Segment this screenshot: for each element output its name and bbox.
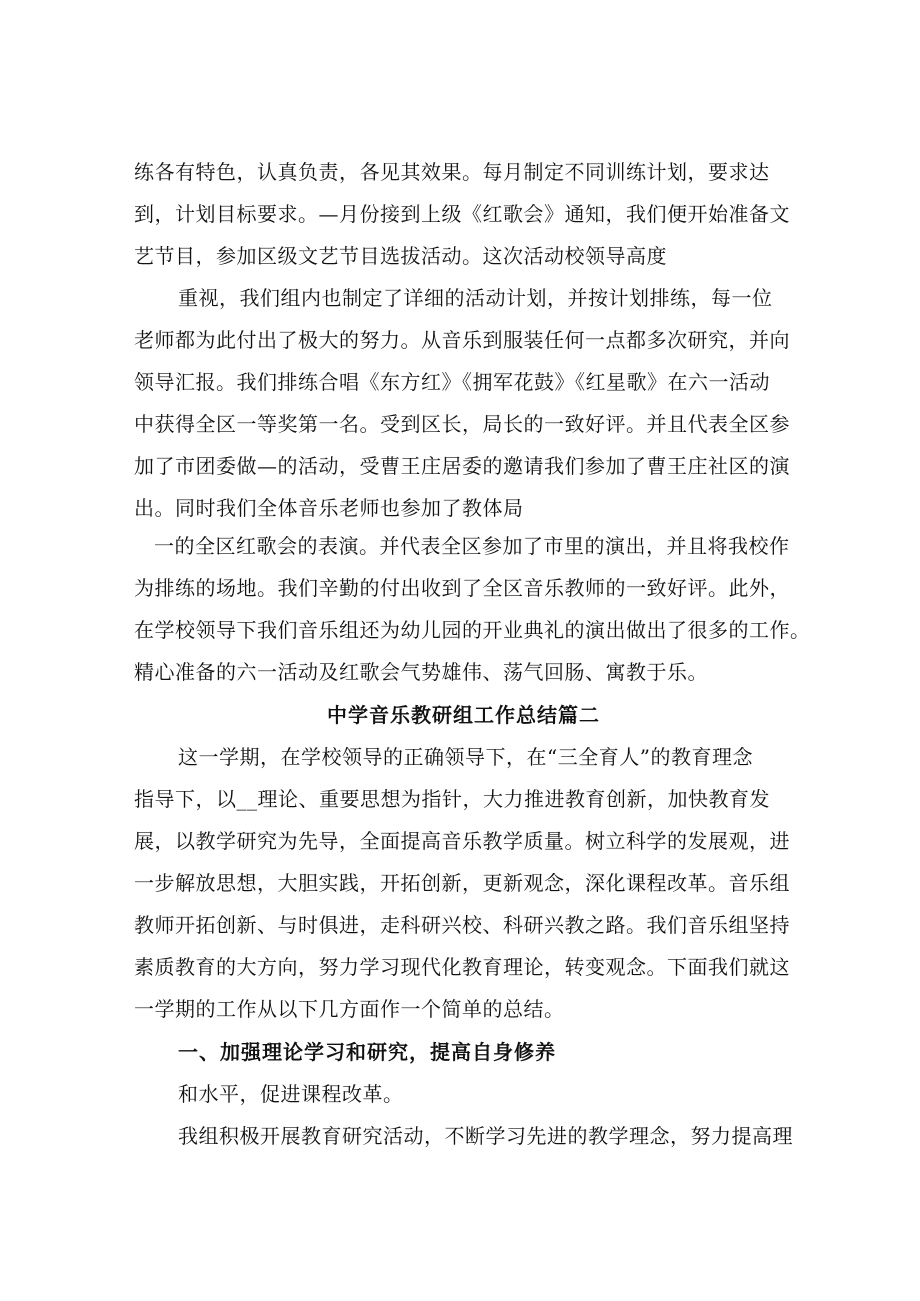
text-line: 出。同时我们全体音乐老师也参加了教体局 xyxy=(134,496,524,520)
section-title: 中学音乐教研组工作总结篇二 xyxy=(327,703,600,727)
text-line: 展，以教学研究为先导，全面提高音乐教学质量。树立科学的发展观，进 xyxy=(134,829,790,853)
text-line: 这一学期，在学校领导的正确领导下，在“三全育人”的教育理念 xyxy=(178,745,753,769)
text-line: 老师都为此付出了极大的努力。从音乐到服装任何一点都多次研究，并向 xyxy=(134,328,790,352)
subheading: 一、加强理论学习和研究，提高自身修养 xyxy=(178,1040,556,1064)
text-line: 领导汇报。我们排练合唱《东方红》《拥军花鼓》《红星歌》在六一活动 xyxy=(134,370,770,394)
text-line: 指导下，以__理论、重要思想为指针，大力推进教育创新，加快教育发 xyxy=(134,787,770,811)
text-line: 和水平，促进课程改革。 xyxy=(178,1082,404,1106)
text-line: 为排练的场地。我们辛勤的付出收到了全区音乐教师的一致好评。此外， xyxy=(134,576,790,600)
text-line: 加了市团委做—的活动，受曹王庄居委的邀请我们参加了曹王庄社区的演 xyxy=(134,454,790,478)
text-line: 一学期的工作从以下几方面作一个简单的总结。 xyxy=(134,997,565,1021)
text-line: 精心准备的六一活动及红歌会气势雄伟、荡气回肠、寓教于乐。 xyxy=(134,660,708,684)
text-line: 艺节目，参加区级文艺节目选拔活动。这次活动校领导高度 xyxy=(134,244,667,268)
text-line: 教师开拓创新、与时俱进，走科研兴校、科研兴教之路。我们音乐组坚持 xyxy=(134,913,790,937)
text-line: 中获得全区一等奖第一名。受到区长，局长的一致好评。并且代表全区参 xyxy=(134,412,790,436)
text-line: 在学校领导下我们音乐组还为幼儿园的开业典礼的演出做出了很多的工作。 xyxy=(134,618,811,642)
text-line: 一步解放思想，大胆实践，开拓创新，更新观念，深化课程改革。音乐组 xyxy=(134,871,790,895)
text-line: 到，计划目标要求。—月份接到上级《红歌会》通知，我们便开始准备文 xyxy=(134,202,790,226)
text-line: 重视，我们组内也制定了详细的活动计划，并按计划排练，每一位 xyxy=(178,286,773,310)
text-line: 一的全区红歌会的表演。并代表全区参加了市里的演出，并且将我校作 xyxy=(154,534,790,558)
text-line: 练各有特色，认真负责，各见其效果。每月制定不同训练计划，要求达 xyxy=(134,160,770,184)
text-line: 素质教育的大方向，努力学习现代化教育理论，转变观念。下面我们就这 xyxy=(134,955,790,979)
text-line: 我组积极开展教育研究活动，不断学习先进的教学理念，努力提高理 xyxy=(178,1124,793,1148)
